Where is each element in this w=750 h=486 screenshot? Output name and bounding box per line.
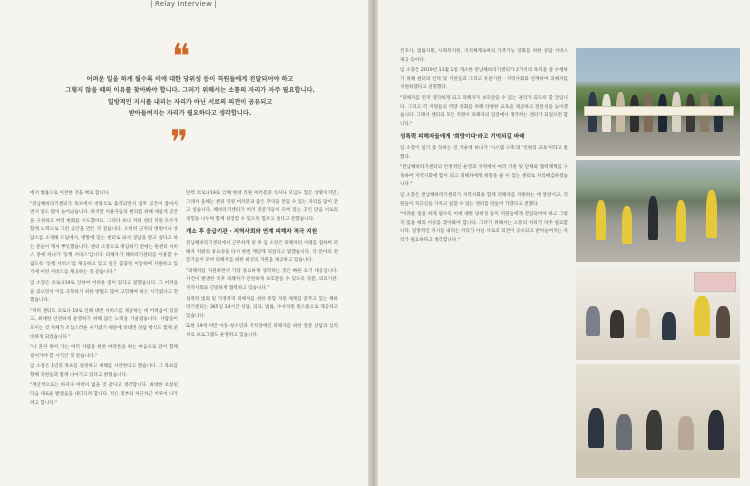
- right-page: [378, 0, 750, 486]
- body-paragraph: "어려운 일을 하게 될수록 이에 대한 당위성 등이 직원들에게 전달되어야 하고 그렇지 않을 때의 이유를 찾아봐야 합니다. 그러기 위해서는 소통의 자리가 자주 필요합니다. 일방적인 지시를 내리는 자리가 아닌 서로의 의견이 공유되고 받아들여지는 자리가 필요하다고 생각합니다.": [400, 212, 568, 243]
- body-paragraph: 에서 법률으로 이전한 것을 배로 합니다.: [30, 191, 110, 196]
- body-paragraph: "전남해바라기센터의 안정적인 운영과 지역에서 여러 기관 및 단체와 협력체계를 구축하여 지역사회에 힘이 되고 피해자에게 희망을 줄 수 있는 센터로 자리매김하겠습니다.": [400, 165, 568, 188]
- body-paragraph: "피해자를 먼저 생각하게 되고 피해자가 보호받을 수 있는 권리가 되도록 할 것입니다. 그리고 각 지원들의 역량 강화를 위해 다양한 교육을 제공하고 전문성을 높이겠습니다. 그래서 센터의 모든 직원이 피해자의 입장에서 생각하는 센터가 되었으면 합니다.": [400, 95, 568, 127]
- body-paragraph: 건호사, 법률지원, 사회복지원, 지지체계로써의 가족기능 강화를 위한 상담 서비스 제공 등이다.: [400, 49, 568, 63]
- article-column-1: [30, 190, 178, 480]
- campaign-photo: [576, 48, 740, 156]
- body-paragraph: 임 소장은 2019년 11월 1일 개소한 전남해바라기센터가 2가지의 목적을 잘 수행하기 위해 센터의 인력 및 기관들과 그리고 유관기관 · 지역사회와 연계하여 피해자를 지원하겠다고 설명했다.: [400, 68, 568, 91]
- left-page: [0, 0, 372, 486]
- outdoor-event-photo: [576, 160, 740, 262]
- pull-quote-line: 어려운 일을 하게 될수록 이에 대한 당위성 등이 직원들에게 전달되어야 하고: [86, 76, 294, 83]
- body-paragraph: 또한 19세 미만 아동·청소년과 지적장애인 피해자를 위한 전문 상담과 심리치료 프로그램도 운영하고 있습니다.: [186, 324, 338, 338]
- body-paragraph: "계산적으로는 하지나 여력이 없을 것 같다고 생각합니다. 최대한 보살핀 다음 새로운 발걸음을 내디디려 합니다. 작은 것부터 차근차근 이루어 나가려고 합니다.": [30, 383, 178, 406]
- close-quote-icon: ❞: [170, 123, 189, 163]
- training-session-photo: [576, 266, 740, 360]
- body-paragraph: "피해자를 지원하면서 가장 중요하게 생각하는 것은 빠른 초기 대응입니다. 사건이 발생한 직후 피해자가 안전하게 보호받을 수 있도록 경찰, 의료기관, 지역사회와 긴밀하게 협력하고 있습니다.": [186, 268, 338, 291]
- pull-quote-line: 받아들여지는 자리가 필요하다고 생각합니다.: [128, 110, 252, 118]
- body-paragraph: 임 소장은 코로나19로 인하여 어려운 점이 있다고 말했습니다. 그 어려움을 겪으면서 이를 극복하기 위한 방법도 많이 고민해야 하는 시기였다고 전했습니다.: [30, 280, 178, 304]
- body-paragraph: 임 소장은 1년의 목표를 설정하고 새해를 시작한다고 했습니다. 그 목표를 향해 직원들과 함께 나아가고 있다고 밝혔습니다.: [30, 364, 178, 378]
- section-header: | Relay Interview |: [150, 0, 217, 8]
- body-paragraph: 성폭력 범죄 및 가정폭력 피해자를 위한 통합 지원 체계를 갖추고 있는 해바라기센터는 365일 24시간 상담, 의료, 법률, 수사지원 원스톱으로 제공하고 있습니다.: [186, 296, 338, 319]
- section-heading: 성폭력 피해자들에게 '희망이다'라고 기억되길 바래: [400, 134, 525, 141]
- body-paragraph: "저희 센터도 코로나 19로 인해 대면 서비스를 제공하는 데 어려움이 있었고, 최대한 안전하게 운영하기 위해 많은 노력을 기울였습니다. 사람들이 모이는 것 자체가 조심스러운 시기였기 때문에 비대면 상담 방식도 함께 준비하게 되었습니다.": [30, 308, 178, 340]
- pull-quote: [40, 74, 340, 120]
- body-paragraph: 전남해바라기센터에서 근무하게 된 후 임 소장은 피해자의 사례를 접하며 피해자 지원의 중요성을 다시 한번 깨닫게 되었다고 말했습니다. 각 분야의 전문가들이 모여 피해자를 위한 최선의 지원을 제공하고 있습니다.: [186, 240, 338, 264]
- pull-quote-line: 일방적인 지시를 내리는 자리가 아닌 서로의 의견이 공유되고: [107, 98, 273, 106]
- body-paragraph: "나 혼자 뛰어 가는 여러 사람을 위한 마라톤을 하는 마음으로 같이 함께 걸어가야 할 시기인 것 같습니다.": [30, 345, 178, 359]
- pull-quote-line: 그렇지 않을 때의 이유를 찾아봐야 합니다. 그러기 위해서는 소통의 자리가 자주 필요합니다.: [65, 87, 315, 95]
- section-heading: 개소 후 응급기관 · 지역사회와 연계 피해자 적극 지원: [186, 229, 318, 236]
- article-column-2: [186, 190, 338, 480]
- article-column-3: [400, 48, 568, 478]
- body-paragraph: 임 소장이 일기 중 꼭하는 것 가운데 하나가 '시스템 구축'과 '인원의 교육'이라고 말했다.: [400, 145, 568, 160]
- meeting-photo: [576, 364, 740, 478]
- open-quote-icon: ❝: [172, 37, 191, 77]
- body-paragraph: 임 소장은 전남해바라기센터가 지역사회와 함께 피해자를 지원하는 데 앞장서고, 직원들이 자긍심을 가지고 일할 수 있는 센터를 만들어 가겠다고 전했다.: [400, 192, 568, 207]
- body-paragraph: 탄력 코로나19로 인해 현대 직원 여러분과 식사나 모임도 힘든 상황이지만, 그래서 올해는 센터 직원 여러분과 좋은 추억을 만들 수 있는 자리를 많이 갖고 싶습니다. 해바라기센터가 여러 전문가들이 모여 있는 곳인 만큼 서로의 경험을 나누며 함께 성장할 수 있도록 힘쓰고 싶다고 전했습니다.: [186, 191, 338, 222]
- body-paragraph: "전남해바라기센터가 목포에서 영광으로 출격되면서 업무 공간이 좁아지면서 일도 많이 늘어났습니다. 하지만 이용자들의 편의를 위해 새롭게 공간을 구성하고 여러 변화를 시도했어요. 그러다 보니 저희 센터 직원 모두가 함께 노력으로 그런 공간을 만든 것 같습니다. 오히려 근처의 병원이나 상담소를 소개해 드림에서, 방향에 있는 센터로 와서 상담을 받고 싶다고 하는 분들이 계셔 뿌듯했습니다. 센터 소장으로 취임하기 전에는 원센터 서비스 중에 하나가 '동행 서비스'입니다. 피해자가 해바라기센터를 이용할 수 없도록 '동행 서비스'를 제공하고 있고 일은 꼼꼼히 이동하며 지원하고 있기에 이런 서비스를 제공하는 것 같습니다.": [30, 201, 178, 276]
